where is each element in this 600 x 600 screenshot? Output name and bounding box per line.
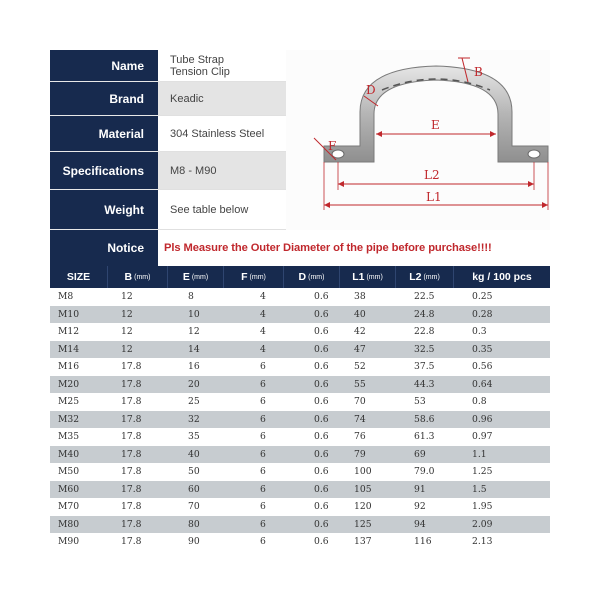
dim-e-label: E (431, 118, 440, 132)
table-row (50, 516, 550, 534)
size-table-body (50, 288, 550, 551)
cell-size: M60 (58, 483, 80, 495)
cell-e: 90 (188, 536, 200, 548)
cell-weight: 2.09 (472, 518, 493, 530)
brand-label: Brand (50, 82, 158, 116)
cell-f: 6 (260, 413, 266, 425)
dim-l2-label: L2 (424, 168, 440, 182)
material-value: 304 Stainless Steel (158, 116, 286, 152)
material-label: Material (50, 116, 158, 152)
cell-d: 0.6 (314, 326, 329, 338)
table-row (50, 288, 550, 306)
cell-b: 17.8 (121, 483, 142, 495)
cell-size: M35 (58, 431, 80, 443)
header-l2: L2 (mm) (396, 266, 454, 288)
cell-d: 0.6 (314, 413, 329, 425)
cell-e: 60 (188, 483, 200, 495)
cell-l1: 42 (354, 326, 366, 338)
cell-size: M32 (58, 413, 80, 425)
cell-e: 8 (188, 291, 194, 303)
cell-l2: 94 (414, 518, 426, 530)
cell-d: 0.6 (314, 518, 329, 530)
table-row (50, 376, 550, 394)
table-row (50, 481, 550, 499)
cell-f: 4 (260, 291, 266, 303)
table-row (50, 498, 550, 516)
header-f: F (mm) (224, 266, 284, 288)
cell-l1: 55 (354, 378, 366, 390)
product-info-panel (50, 50, 550, 266)
cell-d: 0.6 (314, 378, 329, 390)
cell-size: M12 (58, 326, 80, 338)
cell-size: M25 (58, 396, 80, 408)
cell-size: M80 (58, 518, 80, 530)
cell-l1: 79 (354, 448, 366, 460)
cell-size: M16 (58, 361, 80, 373)
notice-value: Pls Measure the Outer Diameter of the pipe before purchase!!!! (158, 230, 550, 266)
cell-weight: 0.28 (472, 308, 493, 320)
cell-d: 0.6 (314, 501, 329, 513)
cell-l1: 52 (354, 361, 366, 373)
name-value (158, 50, 286, 82)
cell-l1: 100 (354, 466, 372, 478)
cell-f: 6 (260, 448, 266, 460)
cell-weight: 0.25 (472, 291, 493, 303)
table-row (50, 411, 550, 429)
cell-l2: 22.5 (414, 291, 435, 303)
cell-e: 10 (188, 308, 200, 320)
dim-d-label: D (366, 83, 376, 97)
cell-l2: 61.3 (414, 431, 435, 443)
cell-f: 4 (260, 326, 266, 338)
header-e: E (mm) (168, 266, 224, 288)
cell-l1: 137 (354, 536, 372, 548)
table-row (50, 393, 550, 411)
cell-f: 6 (260, 378, 266, 390)
cell-e: 14 (188, 343, 200, 355)
cell-b: 17.8 (121, 378, 142, 390)
table-row (50, 446, 550, 464)
cell-d: 0.6 (314, 396, 329, 408)
clip-dimension-diagram (286, 50, 550, 230)
cell-b: 17.8 (121, 413, 142, 425)
cell-b: 12 (121, 343, 133, 355)
cell-e: 16 (188, 361, 200, 373)
specifications-label: Specifications (50, 152, 158, 190)
cell-f: 6 (260, 483, 266, 495)
table-row (50, 341, 550, 359)
cell-weight: 0.56 (472, 361, 493, 373)
cell-e: 40 (188, 448, 200, 460)
cell-l2: 69 (414, 448, 426, 460)
table-row (50, 306, 550, 324)
cell-d: 0.6 (314, 466, 329, 478)
cell-f: 6 (260, 466, 266, 478)
cell-weight: 0.3 (472, 326, 487, 338)
cell-d: 0.6 (314, 483, 329, 495)
cell-weight: 0.97 (472, 431, 493, 443)
notice-label: Notice (50, 230, 158, 266)
dim-f-label: F (328, 139, 337, 153)
cell-size: M70 (58, 501, 80, 513)
brand-value: Keadic (158, 82, 286, 116)
cell-f: 4 (260, 308, 266, 320)
cell-weight: 0.96 (472, 413, 493, 425)
cell-l1: 38 (354, 291, 366, 303)
cell-f: 6 (260, 361, 266, 373)
cell-l2: 37.5 (414, 361, 435, 373)
header-weight: kg / 100 pcs (472, 271, 532, 283)
name-value-line2: Tension Clip (170, 65, 230, 78)
cell-d: 0.6 (314, 291, 329, 303)
cell-b: 12 (121, 291, 133, 303)
cell-l2: 44.3 (414, 378, 435, 390)
cell-l1: 76 (354, 431, 366, 443)
cell-weight: 0.8 (472, 396, 487, 408)
cell-l2: 79.0 (414, 466, 435, 478)
size-table-header (50, 266, 550, 288)
cell-d: 0.6 (314, 308, 329, 320)
cell-d: 0.6 (314, 448, 329, 460)
cell-weight: 1.25 (472, 466, 493, 478)
cell-e: 35 (188, 431, 200, 443)
cell-b: 17.8 (121, 518, 142, 530)
header-b: B (mm) (108, 266, 168, 288)
cell-d: 0.6 (314, 431, 329, 443)
cell-d: 0.6 (314, 361, 329, 373)
cell-weight: 2.13 (472, 536, 493, 548)
cell-l2: 32.5 (414, 343, 435, 355)
cell-l2: 58.6 (414, 413, 435, 425)
cell-d: 0.6 (314, 536, 329, 548)
cell-size: M20 (58, 378, 80, 390)
table-row (50, 533, 550, 551)
name-label: Name (50, 50, 158, 82)
cell-b: 17.8 (121, 396, 142, 408)
cell-b: 12 (121, 308, 133, 320)
cell-l2: 91 (414, 483, 426, 495)
specifications-value: M8 - M90 (158, 152, 286, 190)
table-row (50, 428, 550, 446)
cell-l2: 24.8 (414, 308, 435, 320)
cell-e: 80 (188, 518, 200, 530)
cell-l1: 105 (354, 483, 372, 495)
cell-size: M14 (58, 343, 80, 355)
strap-body (324, 66, 548, 162)
cell-d: 0.6 (314, 343, 329, 355)
table-row (50, 358, 550, 376)
cell-l1: 120 (354, 501, 372, 513)
cell-l1: 70 (354, 396, 366, 408)
cell-e: 25 (188, 396, 200, 408)
cell-b: 17.8 (121, 431, 142, 443)
name-value-line1: Tube Strap (170, 53, 225, 66)
cell-b: 12 (121, 326, 133, 338)
cell-e: 32 (188, 413, 200, 425)
cell-weight: 0.64 (472, 378, 493, 390)
header-size: SIZE (50, 266, 108, 288)
cell-weight: 1.5 (472, 483, 487, 495)
cell-b: 17.8 (121, 536, 142, 548)
cell-b: 17.8 (121, 466, 142, 478)
cell-f: 6 (260, 501, 266, 513)
cell-size: M50 (58, 466, 80, 478)
weight-label: Weight (50, 190, 158, 230)
cell-l2: 116 (414, 536, 432, 548)
cell-e: 12 (188, 326, 200, 338)
cell-l2: 92 (414, 501, 426, 513)
dim-b-label: B (474, 65, 483, 79)
cell-weight: 0.35 (472, 343, 493, 355)
cell-f: 6 (260, 536, 266, 548)
cell-l2: 22.8 (414, 326, 435, 338)
cell-f: 6 (260, 396, 266, 408)
right-mounting-hole (528, 150, 540, 158)
cell-size: M10 (58, 308, 80, 320)
table-row (50, 323, 550, 341)
cell-f: 6 (260, 431, 266, 443)
cell-l2: 53 (414, 396, 426, 408)
cell-b: 17.8 (121, 501, 142, 513)
cell-l1: 47 (354, 343, 366, 355)
cell-b: 17.8 (121, 448, 142, 460)
cell-size: M40 (58, 448, 80, 460)
cell-b: 17.8 (121, 361, 142, 373)
cell-size: M90 (58, 536, 80, 548)
size-table (50, 266, 550, 551)
cell-e: 20 (188, 378, 200, 390)
spec-sheet (50, 50, 550, 551)
weight-value: See table below (158, 190, 286, 230)
cell-size: M8 (58, 291, 74, 303)
dim-l1-label: L1 (426, 190, 442, 204)
cell-f: 4 (260, 343, 266, 355)
cell-l1: 125 (354, 518, 372, 530)
cell-e: 70 (188, 501, 200, 513)
cell-l1: 74 (354, 413, 366, 425)
table-row (50, 463, 550, 481)
info-row-notice (50, 230, 550, 266)
cell-weight: 1.95 (472, 501, 493, 513)
header-d: D (mm) (284, 266, 340, 288)
cell-weight: 1.1 (472, 448, 487, 460)
cell-e: 50 (188, 466, 200, 478)
cell-l1: 40 (354, 308, 366, 320)
clip-diagram-svg (286, 50, 550, 230)
header-l1: L1 (mm) (340, 266, 396, 288)
cell-f: 6 (260, 518, 266, 530)
